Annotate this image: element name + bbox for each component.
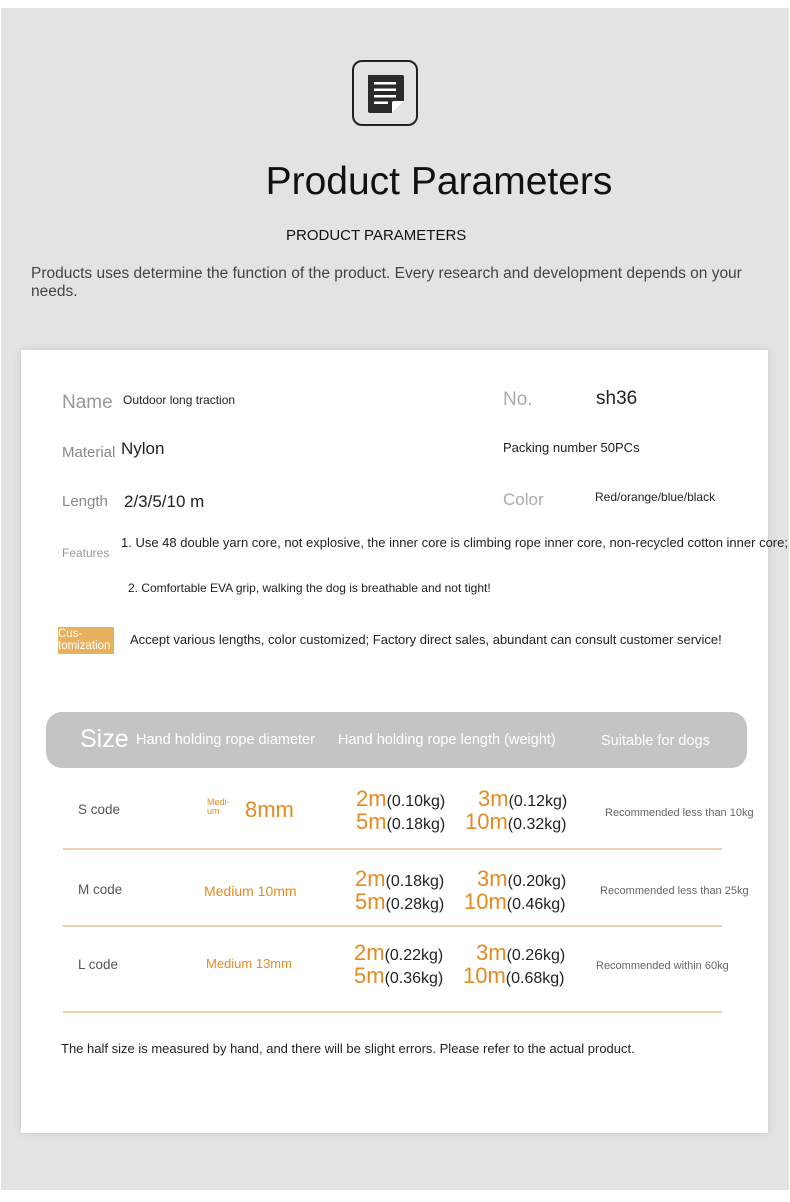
weight-value: (0.18kg) <box>386 816 446 833</box>
weight-value: (0.20kg) <box>507 873 567 890</box>
row-l-weight-10m <box>463 963 565 989</box>
weight-value: (0.32kg) <box>507 816 567 833</box>
customization-label-line-2: tomization <box>58 640 111 652</box>
row-l-weight-5m <box>354 963 443 989</box>
row-divider <box>63 848 722 850</box>
weight-value: (0.68kg) <box>505 970 565 987</box>
row-l-code: L code <box>78 957 119 972</box>
length-value: 10m <box>463 963 506 988</box>
number-value: sh36 <box>596 388 638 409</box>
suitable-dogs-header: Suitable for dogs <box>601 733 710 749</box>
weight-value: (0.36kg) <box>384 970 444 987</box>
page-subtitle: PRODUCT PARAMETERS <box>286 227 467 244</box>
length-value: 5m <box>355 889 386 914</box>
length-value: 2/3/5/10 m <box>124 492 205 511</box>
page-title: Product Parameters <box>265 160 613 203</box>
row-divider <box>63 925 722 927</box>
customization-label-line-1: Cus- <box>58 628 83 640</box>
length-value: 10m <box>465 809 508 834</box>
row-m-recommendation: Recommended less than 25kg <box>600 885 749 897</box>
customization-badge <box>58 627 114 654</box>
features-label: Features <box>62 546 110 560</box>
row-s-recommendation: Recommended less than 10kg <box>605 807 754 819</box>
row-m-weight-5m <box>355 889 444 915</box>
material-value: Nylon <box>121 439 165 458</box>
feature-item-1: 1. Use 48 double yarn core, not explosive, the inner core is climbing rope inner core, non-recycled cotton inner core; <box>121 535 788 550</box>
weight-value: (0.28kg) <box>385 896 445 913</box>
material-label: Material <box>62 444 116 461</box>
weight-value: (0.10kg) <box>386 793 446 810</box>
intro-text: Products uses determine the function of the product. Every research and development depends on your needs. <box>31 265 742 300</box>
row-s-diameter: 8mm <box>245 797 294 822</box>
row-s-diameter-prefix <box>207 798 230 816</box>
row-m-code: M code <box>78 882 123 897</box>
length-value: 2m <box>356 786 387 811</box>
row-m-diameter: Medium 10mm <box>204 883 297 899</box>
parameters-card <box>21 350 788 1133</box>
length-value: 10m <box>464 889 507 914</box>
row-divider <box>63 1011 722 1013</box>
diameter-header: Hand holding rope diameter <box>136 732 315 748</box>
name-label: Name <box>62 392 113 413</box>
feature-item-2: 2. Comfortable EVA grip, walking the dog is breathable and not tight! <box>128 581 491 595</box>
weight-value: (0.22kg) <box>384 947 444 964</box>
packing-value: Packing number 50PCs <box>503 440 640 455</box>
length-weight-header: Hand holding rope length (weight) <box>338 732 556 748</box>
row-s-diameter-prefix-line-1: Medi- <box>207 797 230 807</box>
length-value: 2m <box>354 940 385 965</box>
weight-value: (0.26kg) <box>506 947 566 964</box>
row-s-code: S code <box>78 802 121 817</box>
weight-value: (0.46kg) <box>506 896 566 913</box>
size-header: Size <box>80 725 129 753</box>
row-l-diameter: Medium 13mm <box>206 956 292 971</box>
row-l-recommendation: Recommended within 60kg <box>596 960 729 972</box>
row-m-weight-10m <box>464 889 566 915</box>
length-value: 3m <box>478 786 509 811</box>
length-value: 3m <box>476 940 507 965</box>
footnote: The half size is measured by hand, and there will be slight errors. Please refer to the actual product. <box>61 1041 635 1056</box>
length-value: 2m <box>355 866 386 891</box>
row-s-weight-10m <box>465 809 567 835</box>
color-value: Red/orange/blue/black <box>595 490 716 504</box>
length-label: Length <box>62 493 108 510</box>
row-s-weight-5m <box>356 809 445 835</box>
name-value: Outdoor long traction <box>123 393 236 407</box>
document-note-icon <box>352 60 418 126</box>
length-value: 3m <box>477 866 508 891</box>
size-table-header <box>46 712 747 768</box>
length-value: 5m <box>354 963 385 988</box>
weight-value: (0.18kg) <box>385 873 445 890</box>
length-value: 5m <box>356 809 387 834</box>
row-s-diameter-prefix-line-2: um <box>207 806 220 816</box>
weight-value: (0.12kg) <box>508 793 568 810</box>
color-label: Color <box>503 490 544 509</box>
customization-value: Accept various lengths, color customized; Factory direct sales, abundant can consult customer service! <box>130 632 722 647</box>
number-label: No. <box>503 389 533 410</box>
